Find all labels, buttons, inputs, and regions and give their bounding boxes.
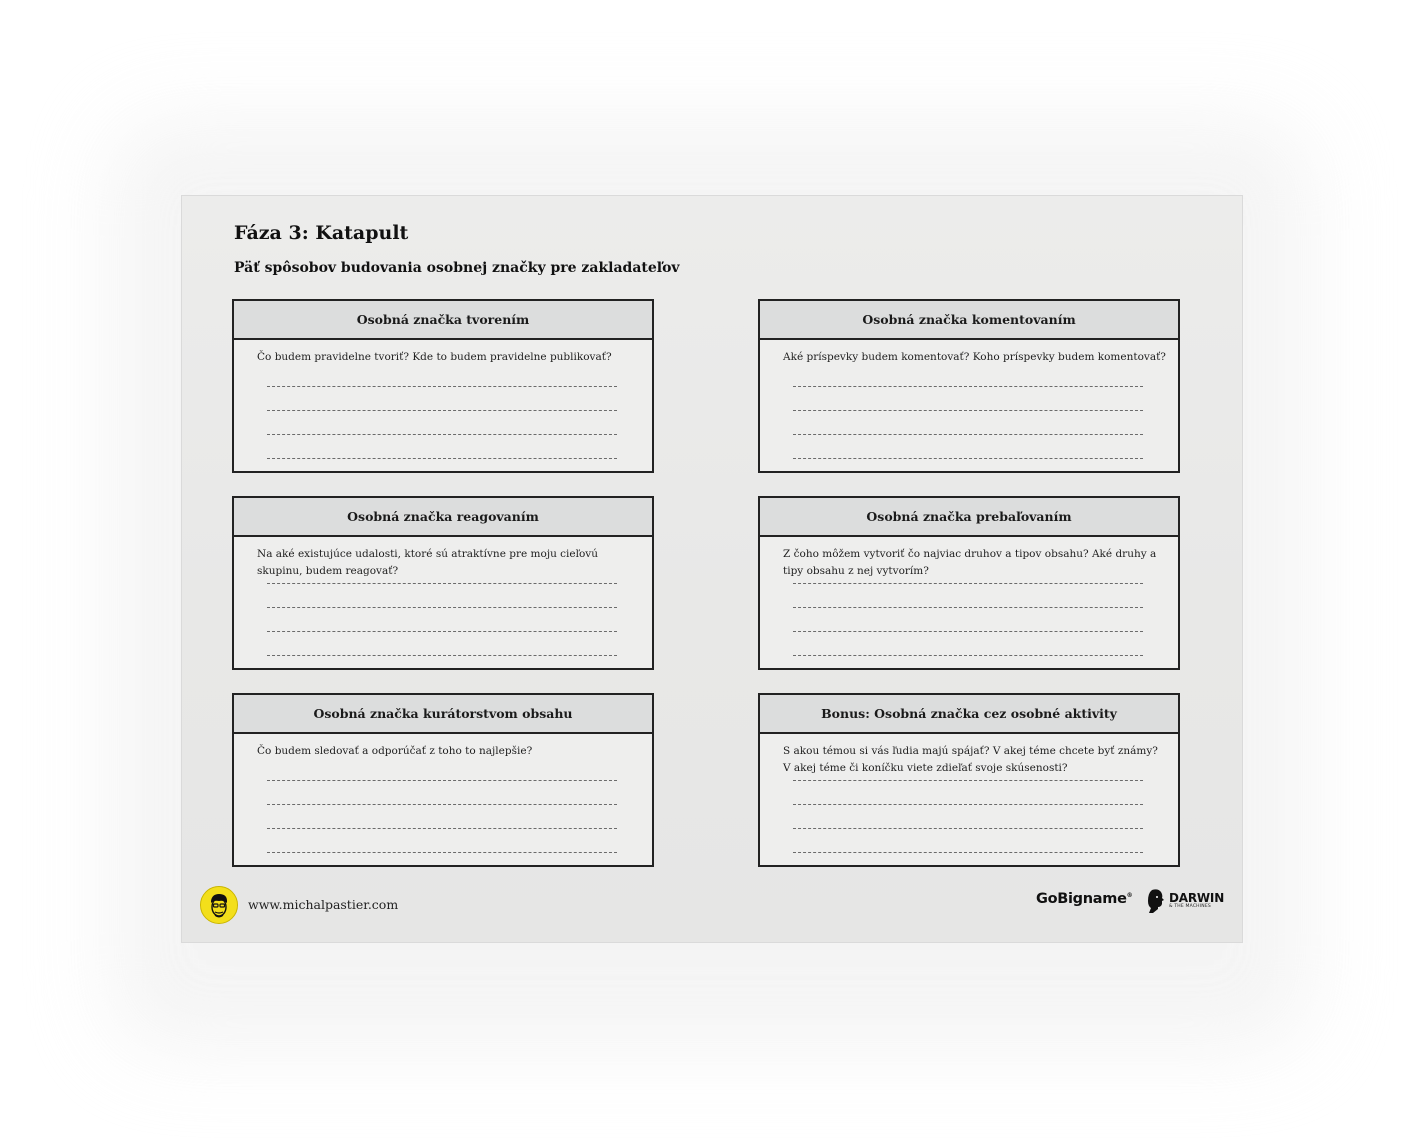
answer-line[interactable] xyxy=(267,434,617,435)
registered-mark: ® xyxy=(1126,892,1133,899)
darwin-subtitle: & THE MACHINES xyxy=(1169,904,1211,910)
card-question: Aké príspevky budem komentovať? Koho príspevky budem komentovať? xyxy=(783,351,1166,363)
answer-lines[interactable] xyxy=(267,386,617,459)
answer-line[interactable] xyxy=(793,386,1143,387)
answer-line[interactable] xyxy=(267,655,617,656)
card-heading: Osobná značka prebaľovaním xyxy=(760,498,1178,537)
card-repackaging xyxy=(758,496,1180,670)
card-heading: Osobná značka tvorením xyxy=(234,301,652,340)
worksheet-title: Fáza 3: Katapult xyxy=(234,222,409,244)
card-bonus-personal xyxy=(758,693,1180,867)
answer-line[interactable] xyxy=(793,410,1143,411)
answer-line[interactable] xyxy=(793,583,1143,584)
answer-line[interactable] xyxy=(267,607,617,608)
answer-line[interactable] xyxy=(793,434,1143,435)
answer-line[interactable] xyxy=(267,780,617,781)
card-question: Čo budem sledovať a odporúčať z toho to najlepšie? xyxy=(257,745,533,757)
answer-line[interactable] xyxy=(793,655,1143,656)
darwin-name: DARWIN xyxy=(1169,891,1225,906)
card-question: Z čoho môžem vytvoriť čo najviac druhov a tipov obsahu? Aké druhy a tipy obsahu z nej vytvorím? xyxy=(783,548,1157,577)
answer-lines[interactable] xyxy=(793,583,1143,656)
answer-lines[interactable] xyxy=(793,780,1143,853)
answer-line[interactable] xyxy=(267,828,617,829)
card-question: S akou témou si vás ľudia majú spájať? V akej téme chcete byť známy? V akej téme či koníčku viete zdieľať svoje skúsenosti? xyxy=(783,745,1158,774)
bearded-head-icon xyxy=(1146,888,1166,914)
website-link[interactable]: www.michalpastier.com xyxy=(248,897,399,912)
card-curating xyxy=(232,693,654,867)
answer-line[interactable] xyxy=(267,458,617,459)
answer-line[interactable] xyxy=(267,852,617,853)
card-heading: Osobná značka reagovaním xyxy=(234,498,652,537)
answer-line[interactable] xyxy=(793,607,1143,608)
worksheet-sheet xyxy=(181,195,1243,943)
gobigname-text: GoBigname xyxy=(1036,891,1127,907)
worksheet-subtitle: Päť spôsobov budovania osobnej značky pre zakladateľov xyxy=(234,260,680,276)
darwin-logo xyxy=(1146,888,1224,914)
card-heading: Osobná značka komentovaním xyxy=(760,301,1178,340)
card-question: Na aké existujúce udalosti, ktoré sú atraktívne pre moju cieľovú skupinu, budem reagovať? xyxy=(257,548,598,577)
answer-line[interactable] xyxy=(793,804,1143,805)
answer-line[interactable] xyxy=(267,804,617,805)
answer-line[interactable] xyxy=(267,583,617,584)
answer-line[interactable] xyxy=(267,631,617,632)
answer-line[interactable] xyxy=(793,828,1143,829)
answer-line[interactable] xyxy=(793,780,1143,781)
card-heading: Osobná značka kurátorstvom obsahu xyxy=(234,695,652,734)
answer-lines[interactable] xyxy=(267,583,617,656)
answer-line[interactable] xyxy=(793,458,1143,459)
answer-lines[interactable] xyxy=(793,386,1143,459)
answer-line[interactable] xyxy=(267,410,617,411)
card-commenting xyxy=(758,299,1180,473)
answer-line[interactable] xyxy=(793,852,1143,853)
card-creating xyxy=(232,299,654,473)
answer-lines[interactable] xyxy=(267,780,617,853)
card-reacting xyxy=(232,496,654,670)
gobigname-logo xyxy=(1036,891,1132,907)
answer-line[interactable] xyxy=(793,631,1143,632)
answer-line[interactable] xyxy=(267,386,617,387)
avatar-icon xyxy=(200,886,238,924)
card-heading: Bonus: Osobná značka cez osobné aktivity xyxy=(760,695,1178,734)
card-question: Čo budem pravidelne tvoriť? Kde to budem pravidelne publikovať? xyxy=(257,351,612,363)
